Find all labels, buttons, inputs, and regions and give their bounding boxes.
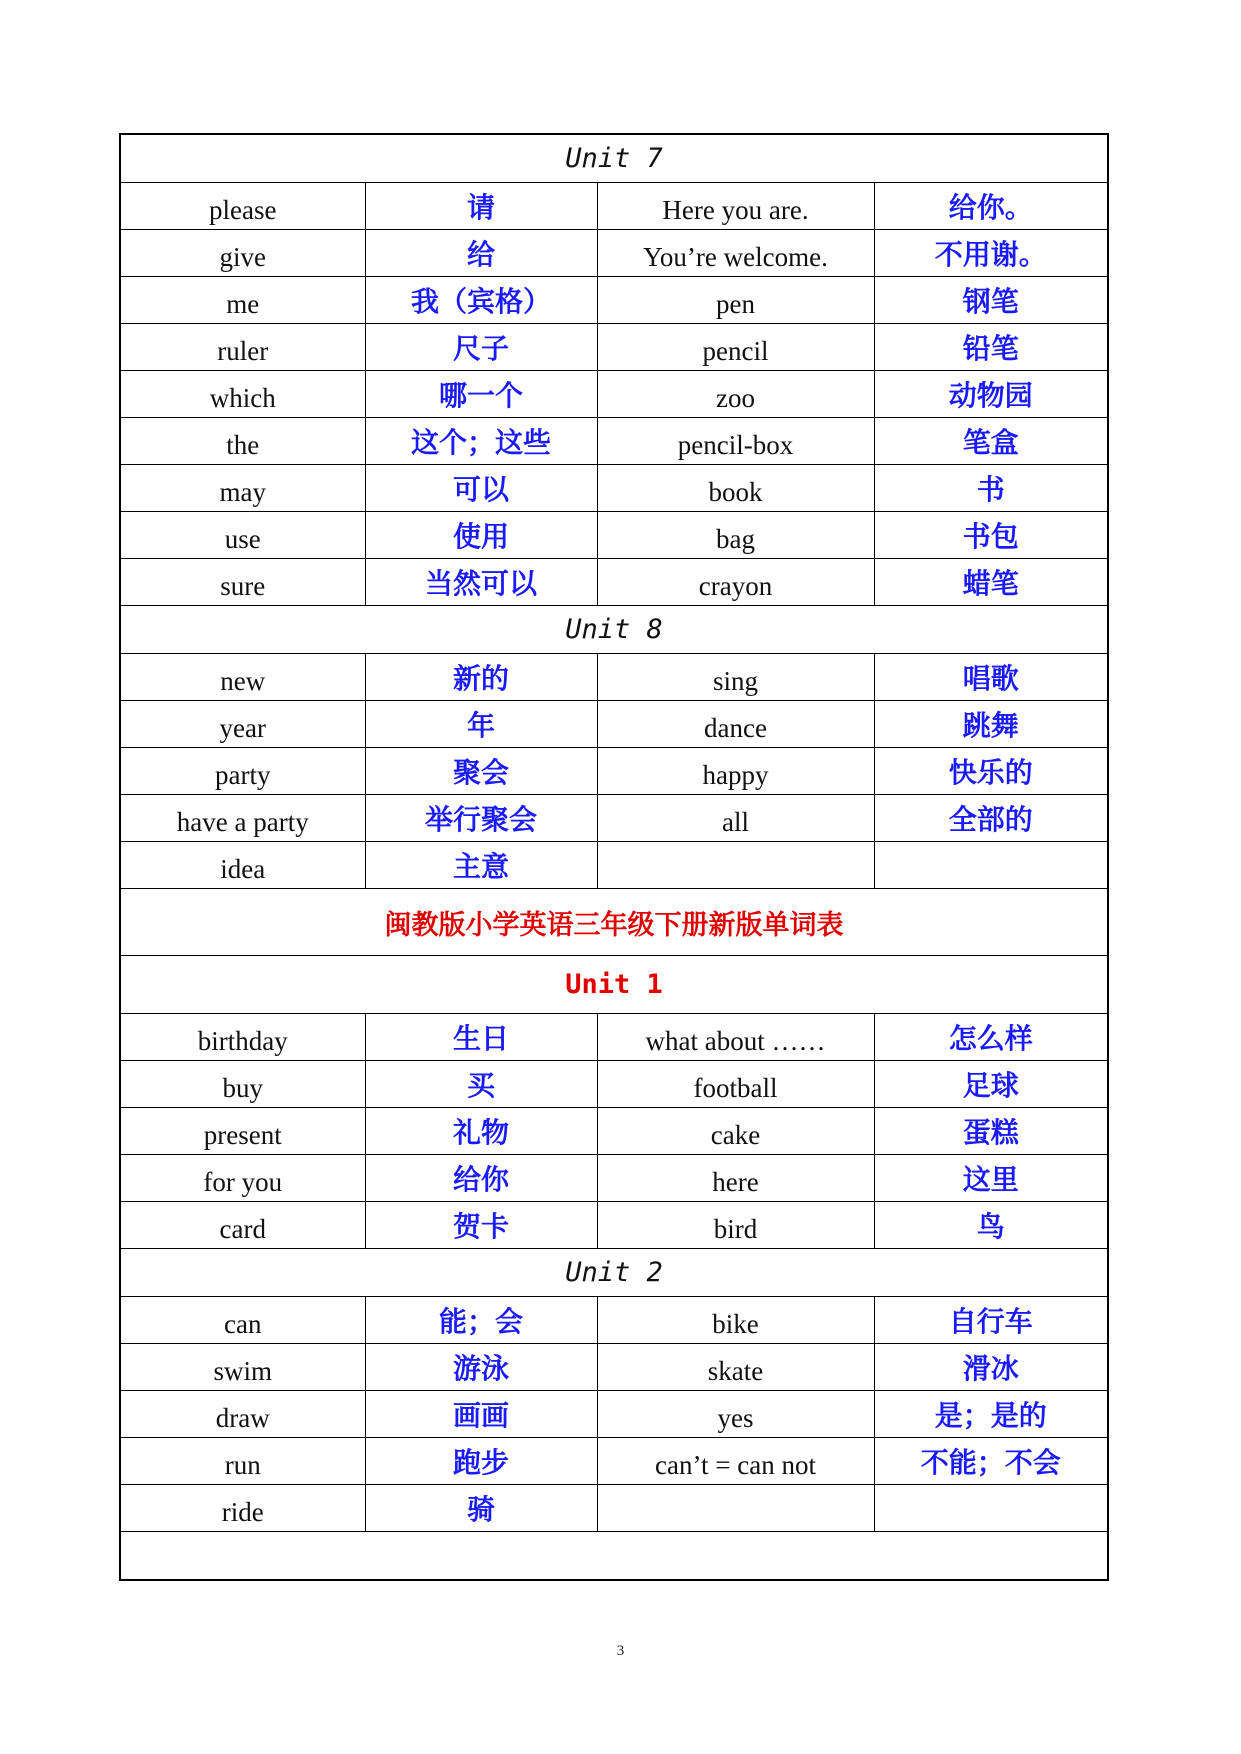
chinese-meaning: 聚会 — [365, 748, 597, 795]
table-row — [120, 1155, 1108, 1202]
english-word: swim — [120, 1344, 365, 1391]
book-title-row — [120, 889, 1108, 956]
chinese-meaning: 生日 — [365, 1014, 597, 1061]
chinese-meaning: 足球 — [874, 1061, 1108, 1108]
chinese-meaning: 给你 — [365, 1155, 597, 1202]
chinese-meaning: 骑 — [365, 1485, 597, 1532]
english-word: bag — [597, 512, 874, 559]
chinese-meaning: 给你。 — [874, 183, 1108, 230]
english-word: football — [597, 1061, 874, 1108]
english-word: idea — [120, 842, 365, 889]
table-row — [120, 1061, 1108, 1108]
unit-heading-row — [120, 1249, 1108, 1297]
table-row — [120, 1202, 1108, 1249]
table-row — [120, 701, 1108, 748]
chinese-meaning — [874, 1485, 1108, 1532]
unit-heading: Unit 7 — [120, 134, 1108, 183]
table-row — [120, 654, 1108, 701]
english-word: dance — [597, 701, 874, 748]
english-word: yes — [597, 1391, 874, 1438]
chinese-meaning: 笔盒 — [874, 418, 1108, 465]
chinese-meaning: 蛋糕 — [874, 1108, 1108, 1155]
chinese-meaning: 哪一个 — [365, 371, 597, 418]
english-word: may — [120, 465, 365, 512]
english-word: have a party — [120, 795, 365, 842]
english-word — [597, 842, 874, 889]
english-word: bird — [597, 1202, 874, 1249]
chinese-meaning: 铅笔 — [874, 324, 1108, 371]
table-row — [120, 230, 1108, 277]
chinese-meaning: 是；是的 — [874, 1391, 1108, 1438]
chinese-meaning: 买 — [365, 1061, 597, 1108]
english-word: pen — [597, 277, 874, 324]
chinese-meaning: 尺子 — [365, 324, 597, 371]
table-row — [120, 465, 1108, 512]
chinese-meaning: 跑步 — [365, 1438, 597, 1485]
chinese-meaning: 礼物 — [365, 1108, 597, 1155]
english-word: happy — [597, 748, 874, 795]
english-word: the — [120, 418, 365, 465]
chinese-meaning: 年 — [365, 701, 597, 748]
table-row — [120, 1014, 1108, 1061]
chinese-meaning: 跳舞 — [874, 701, 1108, 748]
table-row — [120, 1391, 1108, 1438]
unit-heading: Unit 2 — [120, 1249, 1108, 1297]
english-word: ride — [120, 1485, 365, 1532]
chinese-meaning — [874, 842, 1108, 889]
blank-row — [120, 1532, 1108, 1581]
english-word: Here you are. — [597, 183, 874, 230]
english-word: pencil-box — [597, 418, 874, 465]
chinese-meaning: 这里 — [874, 1155, 1108, 1202]
english-word: bike — [597, 1297, 874, 1344]
blank-cell — [120, 1532, 1108, 1581]
vocabulary-table — [119, 133, 1109, 1581]
chinese-meaning: 可以 — [365, 465, 597, 512]
english-word: can’t = can not — [597, 1438, 874, 1485]
unit-heading-row — [120, 606, 1108, 654]
english-word: crayon — [597, 559, 874, 606]
english-word: skate — [597, 1344, 874, 1391]
english-word: run — [120, 1438, 365, 1485]
english-word: which — [120, 371, 365, 418]
page-number: 3 — [616, 1643, 625, 1659]
english-word: party — [120, 748, 365, 795]
english-word: please — [120, 183, 365, 230]
english-word: cake — [597, 1108, 874, 1155]
chinese-meaning: 游泳 — [365, 1344, 597, 1391]
table-row — [120, 1438, 1108, 1485]
english-word: use — [120, 512, 365, 559]
chinese-meaning: 举行聚会 — [365, 795, 597, 842]
chinese-meaning: 不用谢。 — [874, 230, 1108, 277]
chinese-meaning: 能；会 — [365, 1297, 597, 1344]
table-row — [120, 1344, 1108, 1391]
english-word: can — [120, 1297, 365, 1344]
english-word — [597, 1485, 874, 1532]
english-word: You’re welcome. — [597, 230, 874, 277]
english-word: card — [120, 1202, 365, 1249]
table-row — [120, 324, 1108, 371]
english-word: buy — [120, 1061, 365, 1108]
chinese-meaning: 钢笔 — [874, 277, 1108, 324]
chinese-meaning: 请 — [365, 183, 597, 230]
chinese-meaning: 动物园 — [874, 371, 1108, 418]
chinese-meaning: 画画 — [365, 1391, 597, 1438]
table-row — [120, 512, 1108, 559]
table-row — [120, 418, 1108, 465]
table-row — [120, 1297, 1108, 1344]
english-word: give — [120, 230, 365, 277]
english-word: year — [120, 701, 365, 748]
chinese-meaning: 书包 — [874, 512, 1108, 559]
chinese-meaning: 当然可以 — [365, 559, 597, 606]
chinese-meaning: 全部的 — [874, 795, 1108, 842]
english-word: sure — [120, 559, 365, 606]
english-word: zoo — [597, 371, 874, 418]
english-word: ruler — [120, 324, 365, 371]
english-word: sing — [597, 654, 874, 701]
chinese-meaning: 书 — [874, 465, 1108, 512]
english-word: here — [597, 1155, 874, 1202]
english-word: me — [120, 277, 365, 324]
chinese-meaning: 新的 — [365, 654, 597, 701]
chinese-meaning: 贺卡 — [365, 1202, 597, 1249]
chinese-meaning: 我（宾格） — [365, 277, 597, 324]
english-word: present — [120, 1108, 365, 1155]
table-row — [120, 371, 1108, 418]
english-word: draw — [120, 1391, 365, 1438]
unit-heading: Unit 8 — [120, 606, 1108, 654]
table-row — [120, 842, 1108, 889]
book-title: 闽教版小学英语三年级下册新版单词表 — [120, 889, 1108, 956]
table-row — [120, 748, 1108, 795]
chinese-meaning: 不能；不会 — [874, 1438, 1108, 1485]
table-row — [120, 795, 1108, 842]
chinese-meaning: 快乐的 — [874, 748, 1108, 795]
chinese-meaning: 鸟 — [874, 1202, 1108, 1249]
chinese-meaning: 主意 — [365, 842, 597, 889]
table-row — [120, 277, 1108, 324]
english-word: what about …… — [597, 1014, 874, 1061]
unit-heading-row — [120, 956, 1108, 1014]
chinese-meaning: 怎么样 — [874, 1014, 1108, 1061]
chinese-meaning: 滑冰 — [874, 1344, 1108, 1391]
english-word: for you — [120, 1155, 365, 1202]
chinese-meaning: 唱歌 — [874, 654, 1108, 701]
english-word: birthday — [120, 1014, 365, 1061]
chinese-meaning: 使用 — [365, 512, 597, 559]
table-row — [120, 183, 1108, 230]
unit-heading-row — [120, 134, 1108, 183]
chinese-meaning: 自行车 — [874, 1297, 1108, 1344]
table-row — [120, 1108, 1108, 1155]
unit-heading: Unit 1 — [120, 956, 1108, 1014]
table-row — [120, 1485, 1108, 1532]
chinese-meaning: 这个；这些 — [365, 418, 597, 465]
english-word: all — [597, 795, 874, 842]
chinese-meaning: 给 — [365, 230, 597, 277]
english-word: pencil — [597, 324, 874, 371]
table-row — [120, 559, 1108, 606]
english-word: new — [120, 654, 365, 701]
chinese-meaning: 蜡笔 — [874, 559, 1108, 606]
english-word: book — [597, 465, 874, 512]
